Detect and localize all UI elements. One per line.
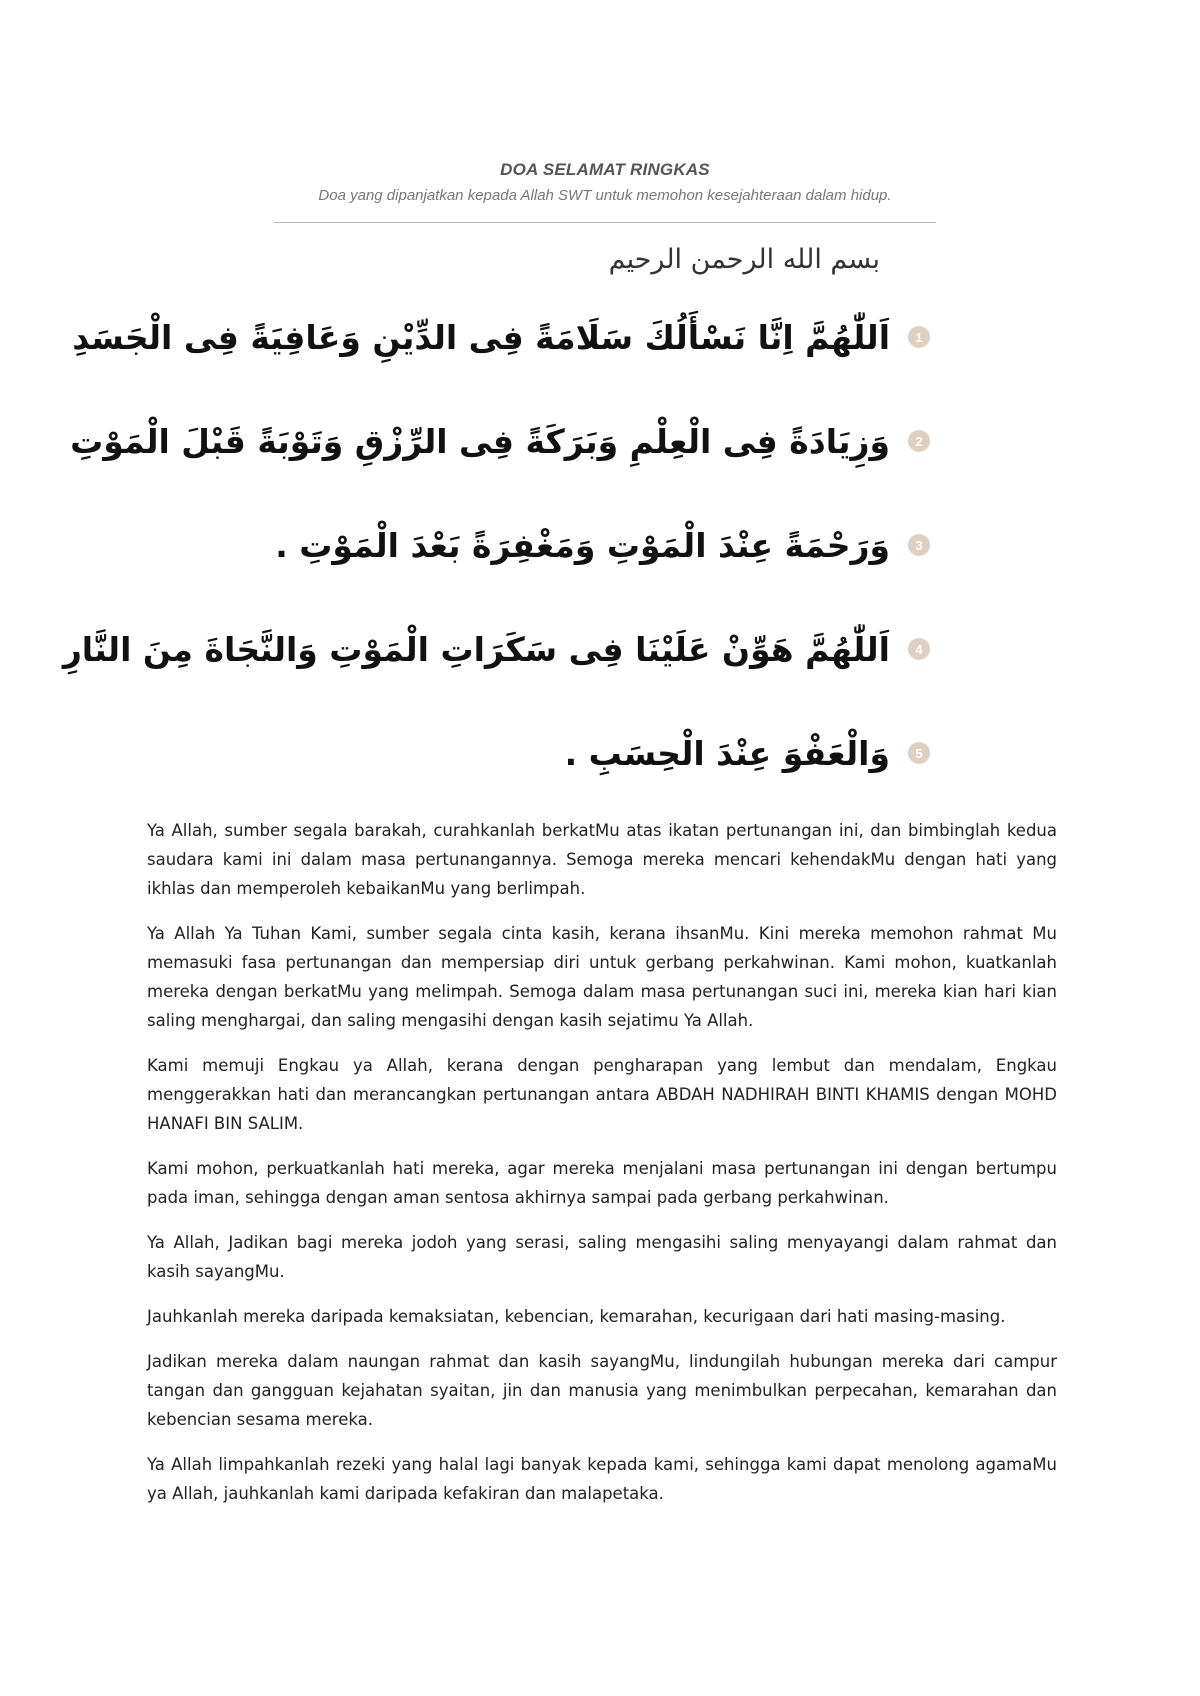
verse-number-badge: 1: [908, 326, 930, 348]
paragraph: Ya Allah, sumber segala barakah, curahkanlah berkatMu atas ikatan pertunangan ini, dan bimbinglah kedua saudara kami ini dalam masa pertunangannya. Semoga mereka mencari kehendakMu dengan hati yang ikhlas dan memperoleh kebaikanMu yang berlimpah.: [147, 821, 1057, 898]
arabic-line-text: وَرَحْمَةً عِنْدَ الْمَوْتِ وَمَغْفِرَةً بَعْدَ الْمَوْتِ .: [275, 525, 890, 565]
doa-title: DOA SELAMAT RINGKAS: [500, 160, 710, 179]
paragraph: Ya Allah Ya Tuhan Kami, sumber segala cinta kasih, kerana ihsanMu. Kini mereka memohon rahmat Mu memasuki fasa pertunangan dan mempersiap diri untuk gerbang perkahwinan. Kami mohon, kuatkanlah mereka dengan berkatMu yang melimpah. Semoga dalam masa pertunangan suci ini, mereka kian hari kian saling menghargai, dan saling mengasihi dengan kasih sejatimu Ya Allah.: [147, 924, 1057, 1030]
doa-subtitle: Doa yang dipanjatkan kepada Allah SWT untuk memohon kesejahteraan dalam hidup.: [318, 187, 892, 204]
arabic-line-text: وَالْعَفْوَ عِنْدَ الْحِسَبِ .: [564, 733, 890, 773]
arabic-line-text: وَزِيَادَةً فِى الْعِلْمِ وَبَرَكَةً فِى الرِّزْقِ وَتَوْبَةً قَبْلَ الْمَوْتِ: [70, 421, 890, 461]
arabic-line: [70, 406, 930, 476]
arabic-line-text: اَللّٰهُمَّ هَوِّنْ عَلَيْنَا فِى سَكَرَاتِ الْمَوْتِ وَالنَّجَاةَ مِنَ النَّارِ: [62, 629, 890, 669]
verse-number-badge: 5: [908, 742, 930, 764]
paragraph: Jadikan mereka dalam naungan rahmat dan kasih sayangMu, lindungilah hubungan mereka dari campur tangan dan gangguan kejahatan syaitan, jin dan manusia yang menimbulkan perpecahan, kemarahan dan kebencian sesama mereka.: [147, 1352, 1057, 1429]
verse-number-badge: 4: [908, 638, 930, 660]
verse-number-badge: 3: [908, 534, 930, 556]
bismillah: بسم الله الرحمن الرحيم: [608, 244, 880, 275]
arabic-line: [62, 614, 930, 684]
arabic-line-text: اَللّٰهُمَّ اِنَّا نَسْأَلُكَ سَلَامَةً فِى الدِّيْنِ وَعَافِيَةً فِى الْجَسَدِ: [72, 317, 890, 357]
prayer-body: [147, 816, 1057, 1524]
paragraph: Kami memuji Engkau ya Allah, kerana dengan pengharapan yang lembut dan mendalam, Engkau menggerakkan hati dan merancangkan pertunangan antara ABDAH NADHIRAH BINTI KHAMIS dengan MOHD HANAFI BIN SALIM.: [147, 1056, 1057, 1133]
verse-number-badge: 2: [908, 430, 930, 452]
paragraph: Jauhkanlah mereka daripada kemaksiatan, kebencian, kemarahan, kecurigaan dari hati masing-masing.: [147, 1307, 1006, 1326]
arabic-line: [290, 718, 930, 788]
paragraph: Ya Allah, Jadikan bagi mereka jodoh yang serasi, saling mengasihi saling menyayangi dalam rahmat dan kasih sayangMu.: [147, 1233, 1057, 1281]
arabic-line: [275, 510, 930, 580]
header-divider: [274, 222, 936, 223]
paragraph: Ya Allah limpahkanlah rezeki yang halal lagi banyak kepada kami, sehingga kami dapat menolong agamaMu ya Allah, jauhkanlah kami daripada kefakiran dan malapetaka.: [147, 1455, 1057, 1503]
paragraph: Kami mohon, perkuatkanlah hati mereka, agar mereka menjalani masa pertunangan ini dengan bertumpu pada iman, sehingga dengan aman sentosa akhirnya sampai pada gerbang perkahwinan.: [147, 1159, 1057, 1207]
doa-header: [274, 160, 936, 204]
arabic-line: [72, 302, 930, 372]
